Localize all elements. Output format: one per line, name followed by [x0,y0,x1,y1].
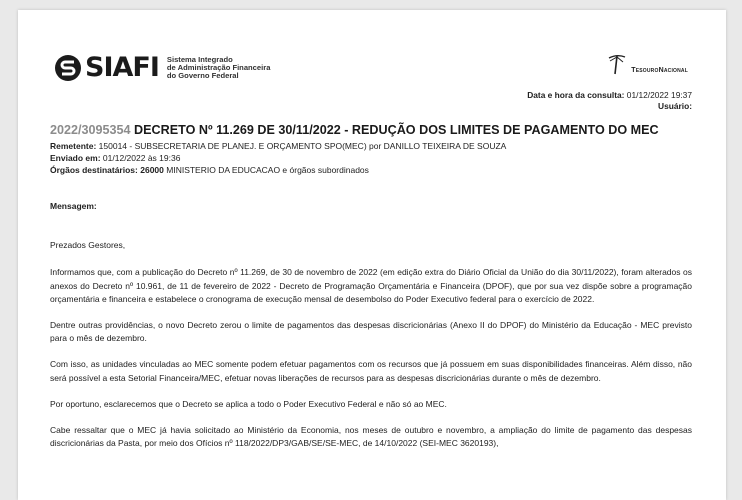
remetente-value: 150014 - SUBSECRETARIA DE PLANEJ. E ORÇAMENTO SPO(MEC) por DANILLO TEIXEIRA DE SOUZA [98,141,507,151]
enviado-row: Enviado em: 01/12/2022 às 19:36 [50,153,181,163]
paragraph: Informamos que, com a publicação do Decreto nº 11.269, de 30 de novembro de 2022 (em edição extra do Diário Oficial da União do dia 30/11/2022), foram alterados os anexos do Decreto nº 10.961, de 11 de fevereiro de 2022 - Decreto de Programação Orçamentária e Financeira (DPOF), que por sua vez dispõe sobre a programação orçamentária e financeira e estabelece o cronograma de execução mensal de desembolso do Poder Executivo federal para o exercício de 2022. [50,267,692,304]
paragraph: Dentre outras providências, o novo Decreto zerou o limite de pagamentos das despesas discricionárias (Anexo II do DPOF) do Ministério da Educação - MEC previsto para o mês de dezembro. [50,320,692,344]
paragraph: Por oportuno, esclarecemos que o Decreto se aplica a todo o Poder Executivo Federal e não só ao MEC. [50,398,447,409]
message-body [50,200,692,463]
orgaos-code: 26000 [140,165,164,175]
message-title [50,123,659,137]
consult-value: 01/12/2022 19:37 [626,90,692,100]
orgaos-row: Órgãos destinatários: 26000 MINISTERIO DA EDUCACAO e órgãos subordinados [50,165,369,175]
siafi-logo [54,54,270,82]
paragraph: Cabe ressaltar que o MEC já havia solicitado ao Ministério da Economia, nos meses de outubro e novembro, a ampliação do limite de pagamento das despesas discricionárias da Pasta, por meio dos Ofícios nº 118/2022/DP3/GAB/SE/SE-MEC, de 14/10/2022 (SEI-MEC 3620193), [50,425,692,449]
mensagem-label: Mensagem: [50,201,97,211]
consult-label: Data e hora da consulta: [527,90,625,100]
greeting: Prezados Gestores, [50,240,126,251]
message-subject: DECRETO Nº 11.269 DE 30/11/2022 - REDUÇÃO DOS LIMITES DE PAGAMENTO DO MEC [134,123,659,137]
tesouro-nacional-text: TesouroNacional [631,67,688,74]
message-fields [50,140,506,176]
siafi-logo-word: SIAFI [85,52,159,83]
siafi-logo-subtitle: Sistema Integrado de Administração Financeira do Governo Federal [166,54,271,81]
tesouro-nacional-logo [606,52,688,76]
siafi-logo-icon [54,54,82,82]
message-number: 2022/3095354 [50,123,131,137]
consult-metadata [527,90,692,112]
document-page [18,10,726,500]
user-label: Usuário: [658,101,692,111]
enviado-value: 01/12/2022 às 19:36 [102,153,181,163]
orgaos-value: MINISTERIO DA EDUCACAO e órgãos subordinados [166,165,369,175]
tesouro-nacional-logo-icon [606,52,628,76]
remetente-row: Remetente: 150014 - SUBSECRETARIA DE PLANEJ. E ORÇAMENTO SPO(MEC) por DANILLO TEIXEIRA DE SOUZA [50,141,507,151]
paragraph: Com isso, as unidades vinculadas ao MEC somente podem efetuar pagamentos com os recursos que já possuem em suas disponibilidades financeiras. Além disso, não será possível a esta Setorial Financeira/MEC, efetuar novas liberações de recursos para as despesas discricionárias durante o mês de dezembro. [50,359,692,383]
